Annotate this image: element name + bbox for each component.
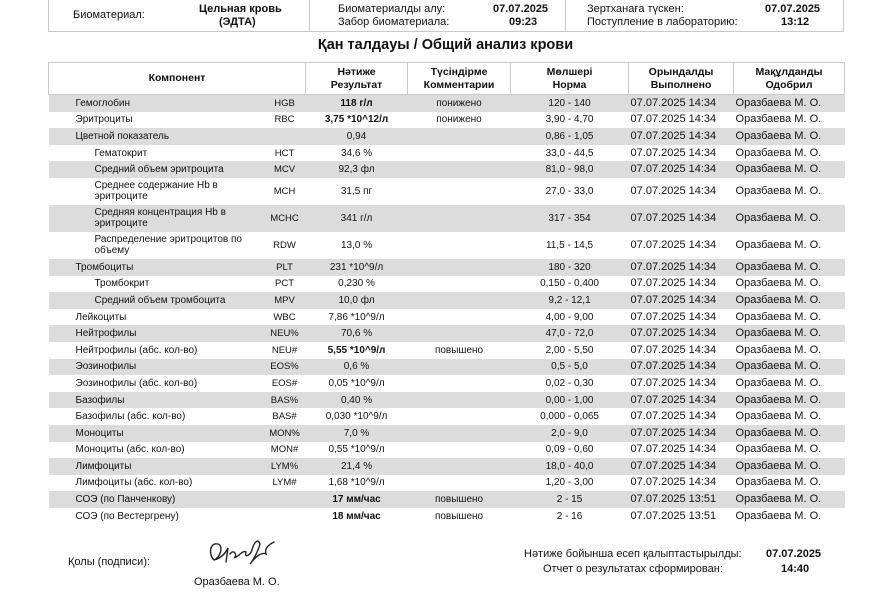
performed-datetime: 07.07.2025 14:34 [629,292,734,309]
comment-value [408,442,511,459]
result-value: 7,0 % [306,425,408,442]
norm-range: 2,0 - 9,0 [511,425,629,442]
comment-value [408,128,511,145]
norm-range: 4,00 - 9,00 [545,311,594,323]
norm-range: 9,2 - 12,1 [511,292,629,309]
component-name: Базофилы [74,392,264,409]
approved-by: Оразбаева М. О. [735,277,822,290]
component-name: Лейкоциты [75,311,127,323]
result-value: 0,230 % [338,278,375,290]
performed-datetime: 07.07.2025 14:34 [629,458,734,475]
component-code: EOS# [271,377,298,389]
component-code: MON% [264,425,306,442]
approved-by: Оразбаева М. О. [735,376,822,389]
row-number [49,145,74,162]
comment-value [408,178,511,205]
result-value: 13,0 % [340,239,373,251]
row-number [49,292,74,309]
table-row [49,342,845,359]
component-code: RDW [273,239,296,251]
norm-range: 1,20 - 3,00 [545,477,594,489]
performed-datetime: 07.07.2025 14:34 [630,113,717,126]
comment-value [408,232,511,259]
performed-datetime: 07.07.2025 14:34 [630,238,717,251]
component-code: PCT [275,278,295,290]
table-row [49,425,845,442]
component-name: СОЭ (по Вестергрену) [75,510,179,522]
performed-datetime: 07.07.2025 14:34 [630,376,717,389]
performed-datetime: 07.07.2025 13:51 [630,509,717,522]
row-number [49,458,74,475]
norm-range: 3,90 - 4,70 [545,114,594,126]
performed-datetime: 07.07.2025 14:34 [629,359,734,376]
comment-value [408,205,511,232]
results-table [48,62,845,524]
table-row [49,359,845,376]
component-name: Лимфоциты (абс. кол-во) [75,477,193,489]
component-code: LYM% [264,458,306,475]
result-value: 70,6 % [306,325,408,342]
component-name: Гемоглобин [74,95,264,112]
norm-range: 317 - 354 [511,205,629,232]
component-name: Средний объем эритроцита [74,161,264,178]
result-value: 10,0 фл [306,292,408,309]
report-time: 14:40 [781,563,810,575]
result-value: 21,4 % [306,458,408,475]
comment-value [408,375,511,392]
row-number [49,232,74,259]
table-row [49,375,845,392]
norm-range: 47,0 - 72,0 [511,325,629,342]
arrival-label-ru: Поступление в лабораторию: [587,16,738,28]
comment-value [408,408,511,425]
table-row [49,458,845,475]
component-code [264,128,306,145]
component-name: Цветной показатель [74,128,264,145]
performed-datetime: 07.07.2025 14:34 [629,325,734,342]
norm-range: 0,5 - 5,0 [511,359,629,376]
row-number [49,276,74,293]
result-value: 1,68 *10^9/л [328,477,385,489]
component-name: Распределение эритроцитов по объему [94,234,242,257]
norm-range: 0,86 - 1,05 [511,128,629,145]
component-name: Базофилы (абс. кол-во) [75,411,186,423]
arrival-cell [565,0,842,31]
component-code: HGB [264,95,306,112]
table-row [49,508,845,525]
performed-datetime: 07.07.2025 14:34 [629,425,734,442]
row-number [49,112,74,129]
comment-value [408,309,511,326]
table-row [49,491,845,508]
collection-cell [309,0,566,31]
performed-datetime: 07.07.2025 13:51 [629,491,734,508]
col-approved: Мақұлданды Одобрил [734,63,845,95]
biomaterial-value-line1: Цельная кровь [199,3,282,15]
approved-by: Оразбаева М. О. [734,491,845,508]
table-row [49,325,845,342]
result-value: 34,6 % [340,147,373,159]
approved-by: Оразбаева М. О. [735,410,822,423]
approved-by: Оразбаева М. О. [735,238,822,251]
comment-value: повышено [408,491,511,508]
collection-date: 07.07.2025 [493,3,549,15]
result-value: 17 мм/час [306,491,408,508]
norm-range: 18,0 - 40,0 [511,458,629,475]
approved-by: Оразбаева М. О. [734,458,845,475]
comment-value [408,145,511,162]
report-date: 07.07.2025 [766,548,822,560]
result-value: 0,030 *10^9/л [325,411,388,423]
approved-by: Оразбаева М. О. [734,325,845,342]
component-name: Эозинофилы (абс. кол-во) [75,377,198,389]
component-code [264,508,306,525]
comment-value: повышено [434,510,484,522]
col-result: Нәтиже Результат [306,63,408,95]
approved-by: Оразбаева М. О. [734,161,845,178]
performed-datetime: 07.07.2025 14:34 [630,410,717,423]
approved-by: Оразбаева М. О. [735,476,822,489]
performed-datetime: 07.07.2025 14:34 [629,128,734,145]
col-comment: Түсіндірме Комментарии [408,63,511,95]
approved-by: Оразбаева М. О. [734,205,845,232]
norm-range: 2,00 - 5,50 [545,344,594,356]
row-number [49,359,74,376]
row-number [49,161,74,178]
result-value: 31,5 пг [340,185,373,197]
comment-value [408,292,511,309]
table-row [49,442,845,459]
component-code: PLT [264,259,306,276]
norm-range: 11,5 - 14,5 [545,239,594,251]
row-number [49,491,74,508]
row-number [49,205,74,232]
row-number [49,325,74,342]
performed-datetime: 07.07.2025 14:34 [630,343,717,356]
result-value: 0,05 *10^9/л [328,377,385,389]
component-code: BAS% [264,392,306,409]
norm-range: 81,0 - 98,0 [511,161,629,178]
comment-value [408,425,511,442]
comment-value [408,475,511,492]
comment-value [408,458,511,475]
norm-range: 180 - 320 [511,259,629,276]
result-value: 118 г/л [306,95,408,112]
component-name: Лимфоциты [74,458,264,475]
comment-value [408,161,511,178]
approved-by: Оразбаева М. О. [735,310,822,323]
biomaterial-cell [49,0,310,31]
collection-time: 09:23 [509,16,538,28]
component-code: RBC [274,114,295,126]
row-number [49,259,74,276]
approved-by: Оразбаева М. О. [735,184,822,197]
component-name: Среднее содержание Hb в эритроците [94,180,218,203]
row-number [49,342,74,359]
performed-datetime: 07.07.2025 14:34 [630,310,717,323]
norm-range: 0,150 - 0,400 [540,278,599,290]
page-title: Қан талдауы / Общий анализ крови [317,37,574,53]
norm-range: 33,0 - 44,5 [545,147,594,159]
arrival-label-kz: Зертханаға түскен: [587,3,684,15]
performed-datetime: 07.07.2025 14:34 [629,95,734,112]
performed-datetime: 07.07.2025 14:34 [630,277,717,290]
biomaterial-label: Биоматериал: [73,9,145,21]
norm-range: 0,09 - 0,60 [545,444,594,456]
result-value: 0,40 % [306,392,408,409]
performed-datetime: 07.07.2025 14:34 [630,476,717,489]
row-number [49,508,74,525]
table-row [49,309,845,326]
table-row [49,205,845,232]
result-value: 7,86 *10^9/л [328,311,385,323]
result-value: 0,94 [306,128,408,145]
comment-value: повышено [434,344,484,356]
row-number [49,475,74,492]
norm-range: 0,000 - 0,065 [540,411,599,423]
approved-by: Оразбаева М. О. [734,425,845,442]
component-code: MON# [270,444,299,456]
component-code: MCH [273,185,296,197]
component-code: LYM# [272,477,297,489]
component-name: Тромбоциты [74,259,264,276]
col-component: Компонент [49,63,306,95]
comment-value: понижено [436,114,482,126]
component-code: NEU% [264,325,306,342]
row-number [49,425,74,442]
row-number [49,178,74,205]
component-name: СОЭ (по Панченкову) [74,491,264,508]
approved-by: Оразбаева М. О. [735,443,822,456]
norm-range: 0,00 - 1,00 [511,392,629,409]
component-name: Средняя концентрация Hb в эритроците [74,205,264,232]
component-name: Тромбокрит [94,278,150,290]
row-number [49,442,74,459]
component-name: Гематокрит [94,147,148,159]
table-row [49,259,845,276]
row-number [49,309,74,326]
table-row [49,112,845,129]
performed-datetime: 07.07.2025 14:34 [629,392,734,409]
component-name: Средний объем тромбоцита [74,292,264,309]
approved-by: Оразбаева М. О. [734,359,845,376]
approved-by: Оразбаева М. О. [734,392,845,409]
result-value: 18 мм/час [332,510,381,522]
approved-by: Оразбаева М. О. [734,128,845,145]
performed-datetime: 07.07.2025 14:34 [629,161,734,178]
row-number [49,128,74,145]
signature-label: Қолы (подписи): [68,556,151,568]
report-label-ru: Отчет о результатах сформирован: [543,563,723,575]
component-code: EOS% [264,359,306,376]
norm-range: 27,0 - 33,0 [545,185,594,197]
signature-image [200,534,280,570]
comment-value: понижено [408,95,511,112]
performed-datetime: 07.07.2025 14:34 [630,146,717,159]
performed-datetime: 07.07.2025 14:34 [629,205,734,232]
table-row [49,145,845,162]
norm-range: 2 - 15 [511,491,629,508]
header-info-strip [48,0,844,32]
row-number [49,408,74,425]
arrival-time: 13:12 [781,16,810,28]
row-number [49,392,74,409]
comment-value [408,359,511,376]
row-number [49,95,74,112]
component-name: Моноциты (абс. кол-во) [75,444,185,456]
approved-by: Оразбаева М. О. [735,113,822,126]
table-row [49,292,845,309]
performed-datetime: 07.07.2025 14:34 [630,184,717,197]
norm-range: 120 - 140 [511,95,629,112]
table-row [49,161,845,178]
component-code: NEU# [271,344,298,356]
comment-value [408,392,511,409]
report-label-kz: Нәтиже бойынша есеп қалыптастырылды: [524,548,742,560]
performed-datetime: 07.07.2025 14:34 [630,443,717,456]
approved-by: Оразбаева М. О. [735,343,822,356]
approved-by: Оразбаева М. О. [734,259,845,276]
result-value: 341 г/л [306,205,408,232]
component-code: MPV [264,292,306,309]
performed-datetime: 07.07.2025 14:34 [629,259,734,276]
biomaterial-value-line2: (ЭДТА) [219,16,256,28]
comment-value [408,276,511,293]
col-performed: Орындалды Выполнено [629,63,734,95]
component-name: Нейтрофилы (абс. кол-во) [75,344,198,356]
result-value: 3,75 *10^12/л [324,114,389,126]
results-table-body [49,95,845,525]
component-code: BAS# [272,411,297,423]
norm-range: 0,02 - 0,30 [545,377,594,389]
component-code: WBC [273,311,296,323]
component-code [264,491,306,508]
table-row [49,178,845,205]
result-value: 0,6 % [306,359,408,376]
col-norm: Мөлшері Норма [511,63,629,95]
results-table-header [49,63,845,95]
result-value: 231 *10^9/л [306,259,408,276]
approved-by: Оразбаева М. О. [734,292,845,309]
collection-label-ru: Забор биоматериала: [338,16,450,28]
table-row [49,95,845,112]
table-row [49,232,845,259]
table-row [49,475,845,492]
result-value: 0,55 *10^9/л [328,444,385,456]
table-row [49,128,845,145]
table-row [49,392,845,409]
component-name: Эозинофилы [74,359,264,376]
component-name: Эритроциты [75,114,133,126]
result-value: 92,3 фл [306,161,408,178]
signer-name: Оразбаева М. О. [194,576,280,588]
component-code: HCT [274,147,295,159]
component-name: Моноциты [74,425,264,442]
component-code: MCV [264,161,306,178]
table-row [49,408,845,425]
comment-value [408,259,511,276]
collection-label-kz: Биоматериалды алу: [338,3,446,15]
comment-value [408,325,511,342]
result-value: 5,55 *10^9/л [327,344,386,356]
arrival-date: 07.07.2025 [765,3,821,15]
approved-by: Оразбаева М. О. [735,146,822,159]
table-row [49,276,845,293]
norm-range: 2 - 16 [556,510,583,522]
row-number [49,375,74,392]
approved-by: Оразбаева М. О. [734,95,845,112]
component-code: MCHC [264,205,306,232]
approved-by: Оразбаева М. О. [735,509,822,522]
component-name: Нейтрофилы [74,325,264,342]
